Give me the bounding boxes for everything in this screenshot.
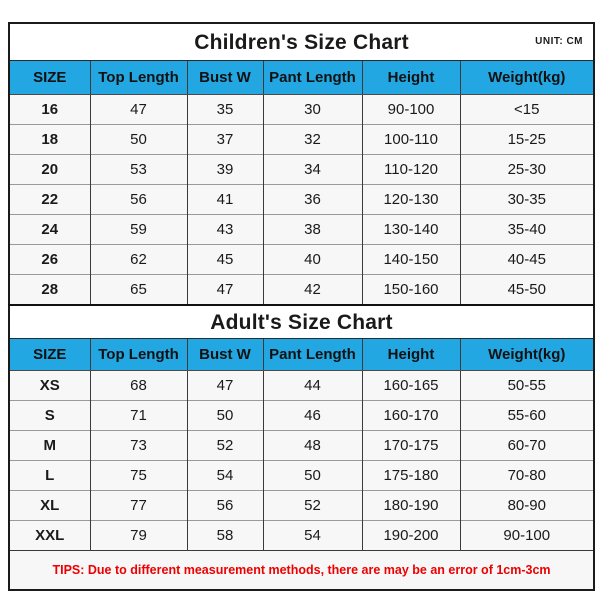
cell: 55-60 xyxy=(460,401,594,431)
table-row xyxy=(9,521,594,551)
cell: 90-100 xyxy=(362,95,460,125)
cell: 80-90 xyxy=(460,491,594,521)
cell: 47 xyxy=(187,275,263,306)
cell: 50 xyxy=(263,461,362,491)
cell-size: 22 xyxy=(9,185,90,215)
cell: 130-140 xyxy=(362,215,460,245)
table-row xyxy=(9,215,594,245)
adult-section-title: Adult's Size Chart xyxy=(210,310,393,334)
cell: 79 xyxy=(90,521,187,551)
cell: 56 xyxy=(187,491,263,521)
cell: 47 xyxy=(187,371,263,401)
table-row xyxy=(9,95,594,125)
tips-row xyxy=(9,551,594,591)
cell: 45-50 xyxy=(460,275,594,306)
children-title-wrap xyxy=(10,32,593,53)
column-header-height: Height xyxy=(362,339,460,371)
table-row xyxy=(9,491,594,521)
cell: 36 xyxy=(263,185,362,215)
column-header-bust-w: Bust W xyxy=(187,61,263,95)
cell: 52 xyxy=(263,491,362,521)
column-header-weight: Weight(kg) xyxy=(460,61,594,95)
cell: 47 xyxy=(90,95,187,125)
cell: 100-110 xyxy=(362,125,460,155)
cell: 59 xyxy=(90,215,187,245)
cell: 140-150 xyxy=(362,245,460,275)
cell-size: 28 xyxy=(9,275,90,306)
cell: 70-80 xyxy=(460,461,594,491)
cell: 120-130 xyxy=(362,185,460,215)
cell: 150-160 xyxy=(362,275,460,306)
cell: 54 xyxy=(263,521,362,551)
column-header-weight: Weight(kg) xyxy=(460,339,594,371)
cell: 41 xyxy=(187,185,263,215)
cell: 50-55 xyxy=(460,371,594,401)
column-header-size: SIZE xyxy=(9,339,90,371)
table-row xyxy=(9,431,594,461)
cell: 37 xyxy=(187,125,263,155)
cell: 34 xyxy=(263,155,362,185)
cell: 75 xyxy=(90,461,187,491)
cell: 73 xyxy=(90,431,187,461)
cell-size: M xyxy=(9,431,90,461)
table-row xyxy=(9,461,594,491)
cell: <15 xyxy=(460,95,594,125)
cell: 52 xyxy=(187,431,263,461)
cell: 32 xyxy=(263,125,362,155)
column-header-size: SIZE xyxy=(9,61,90,95)
column-header-top-length: Top Length xyxy=(90,61,187,95)
cell-size: XS xyxy=(9,371,90,401)
cell: 48 xyxy=(263,431,362,461)
column-header-bust-w: Bust W xyxy=(187,339,263,371)
cell: 90-100 xyxy=(460,521,594,551)
adult-title-row xyxy=(9,305,594,339)
cell: 71 xyxy=(90,401,187,431)
cell: 110-120 xyxy=(362,155,460,185)
cell: 45 xyxy=(187,245,263,275)
cell: 54 xyxy=(187,461,263,491)
cell: 35 xyxy=(187,95,263,125)
cell-size: 18 xyxy=(9,125,90,155)
cell-size: XXL xyxy=(9,521,90,551)
column-header-pant-length: Pant Length xyxy=(263,339,362,371)
cell: 39 xyxy=(187,155,263,185)
table-row xyxy=(9,371,594,401)
cell: 44 xyxy=(263,371,362,401)
cell: 42 xyxy=(263,275,362,306)
children-section-title: Children's Size Chart xyxy=(194,30,409,54)
cell: 50 xyxy=(90,125,187,155)
cell: 62 xyxy=(90,245,187,275)
cell: 15-25 xyxy=(460,125,594,155)
cell: 56 xyxy=(90,185,187,215)
cell: 60-70 xyxy=(460,431,594,461)
cell: 53 xyxy=(90,155,187,185)
cell: 43 xyxy=(187,215,263,245)
cell: 77 xyxy=(90,491,187,521)
column-header-top-length: Top Length xyxy=(90,339,187,371)
cell-size: 20 xyxy=(9,155,90,185)
cell-size: 16 xyxy=(9,95,90,125)
column-header-height: Height xyxy=(362,61,460,95)
cell-size: 24 xyxy=(9,215,90,245)
adult-title-wrap xyxy=(10,312,593,333)
cell: 50 xyxy=(187,401,263,431)
cell: 40 xyxy=(263,245,362,275)
table-row xyxy=(9,401,594,431)
cell: 160-165 xyxy=(362,371,460,401)
cell: 180-190 xyxy=(362,491,460,521)
cell: 68 xyxy=(90,371,187,401)
cell: 35-40 xyxy=(460,215,594,245)
adult-header-row xyxy=(9,339,594,371)
table-row xyxy=(9,155,594,185)
cell: 65 xyxy=(90,275,187,306)
cell-size: S xyxy=(9,401,90,431)
cell: 190-200 xyxy=(362,521,460,551)
cell: 46 xyxy=(263,401,362,431)
table-row xyxy=(9,275,594,306)
cell: 58 xyxy=(187,521,263,551)
table-row xyxy=(9,125,594,155)
cell: 175-180 xyxy=(362,461,460,491)
column-header-pant-length: Pant Length xyxy=(263,61,362,95)
cell-size: 26 xyxy=(9,245,90,275)
unit-label: UNIT: CM xyxy=(535,36,584,47)
children-title-row xyxy=(9,23,594,61)
cell: 40-45 xyxy=(460,245,594,275)
table-row xyxy=(9,185,594,215)
cell: 30 xyxy=(263,95,362,125)
cell-size: L xyxy=(9,461,90,491)
cell: 160-170 xyxy=(362,401,460,431)
children-header-row xyxy=(9,61,594,95)
table-row xyxy=(9,245,594,275)
size-chart-table xyxy=(8,22,595,591)
cell: 25-30 xyxy=(460,155,594,185)
tips-text: TIPS: Due to different measurement methods, there are may be an error of 1cm-3cm xyxy=(9,551,594,591)
cell: 30-35 xyxy=(460,185,594,215)
cell-size: XL xyxy=(9,491,90,521)
cell: 38 xyxy=(263,215,362,245)
cell: 170-175 xyxy=(362,431,460,461)
